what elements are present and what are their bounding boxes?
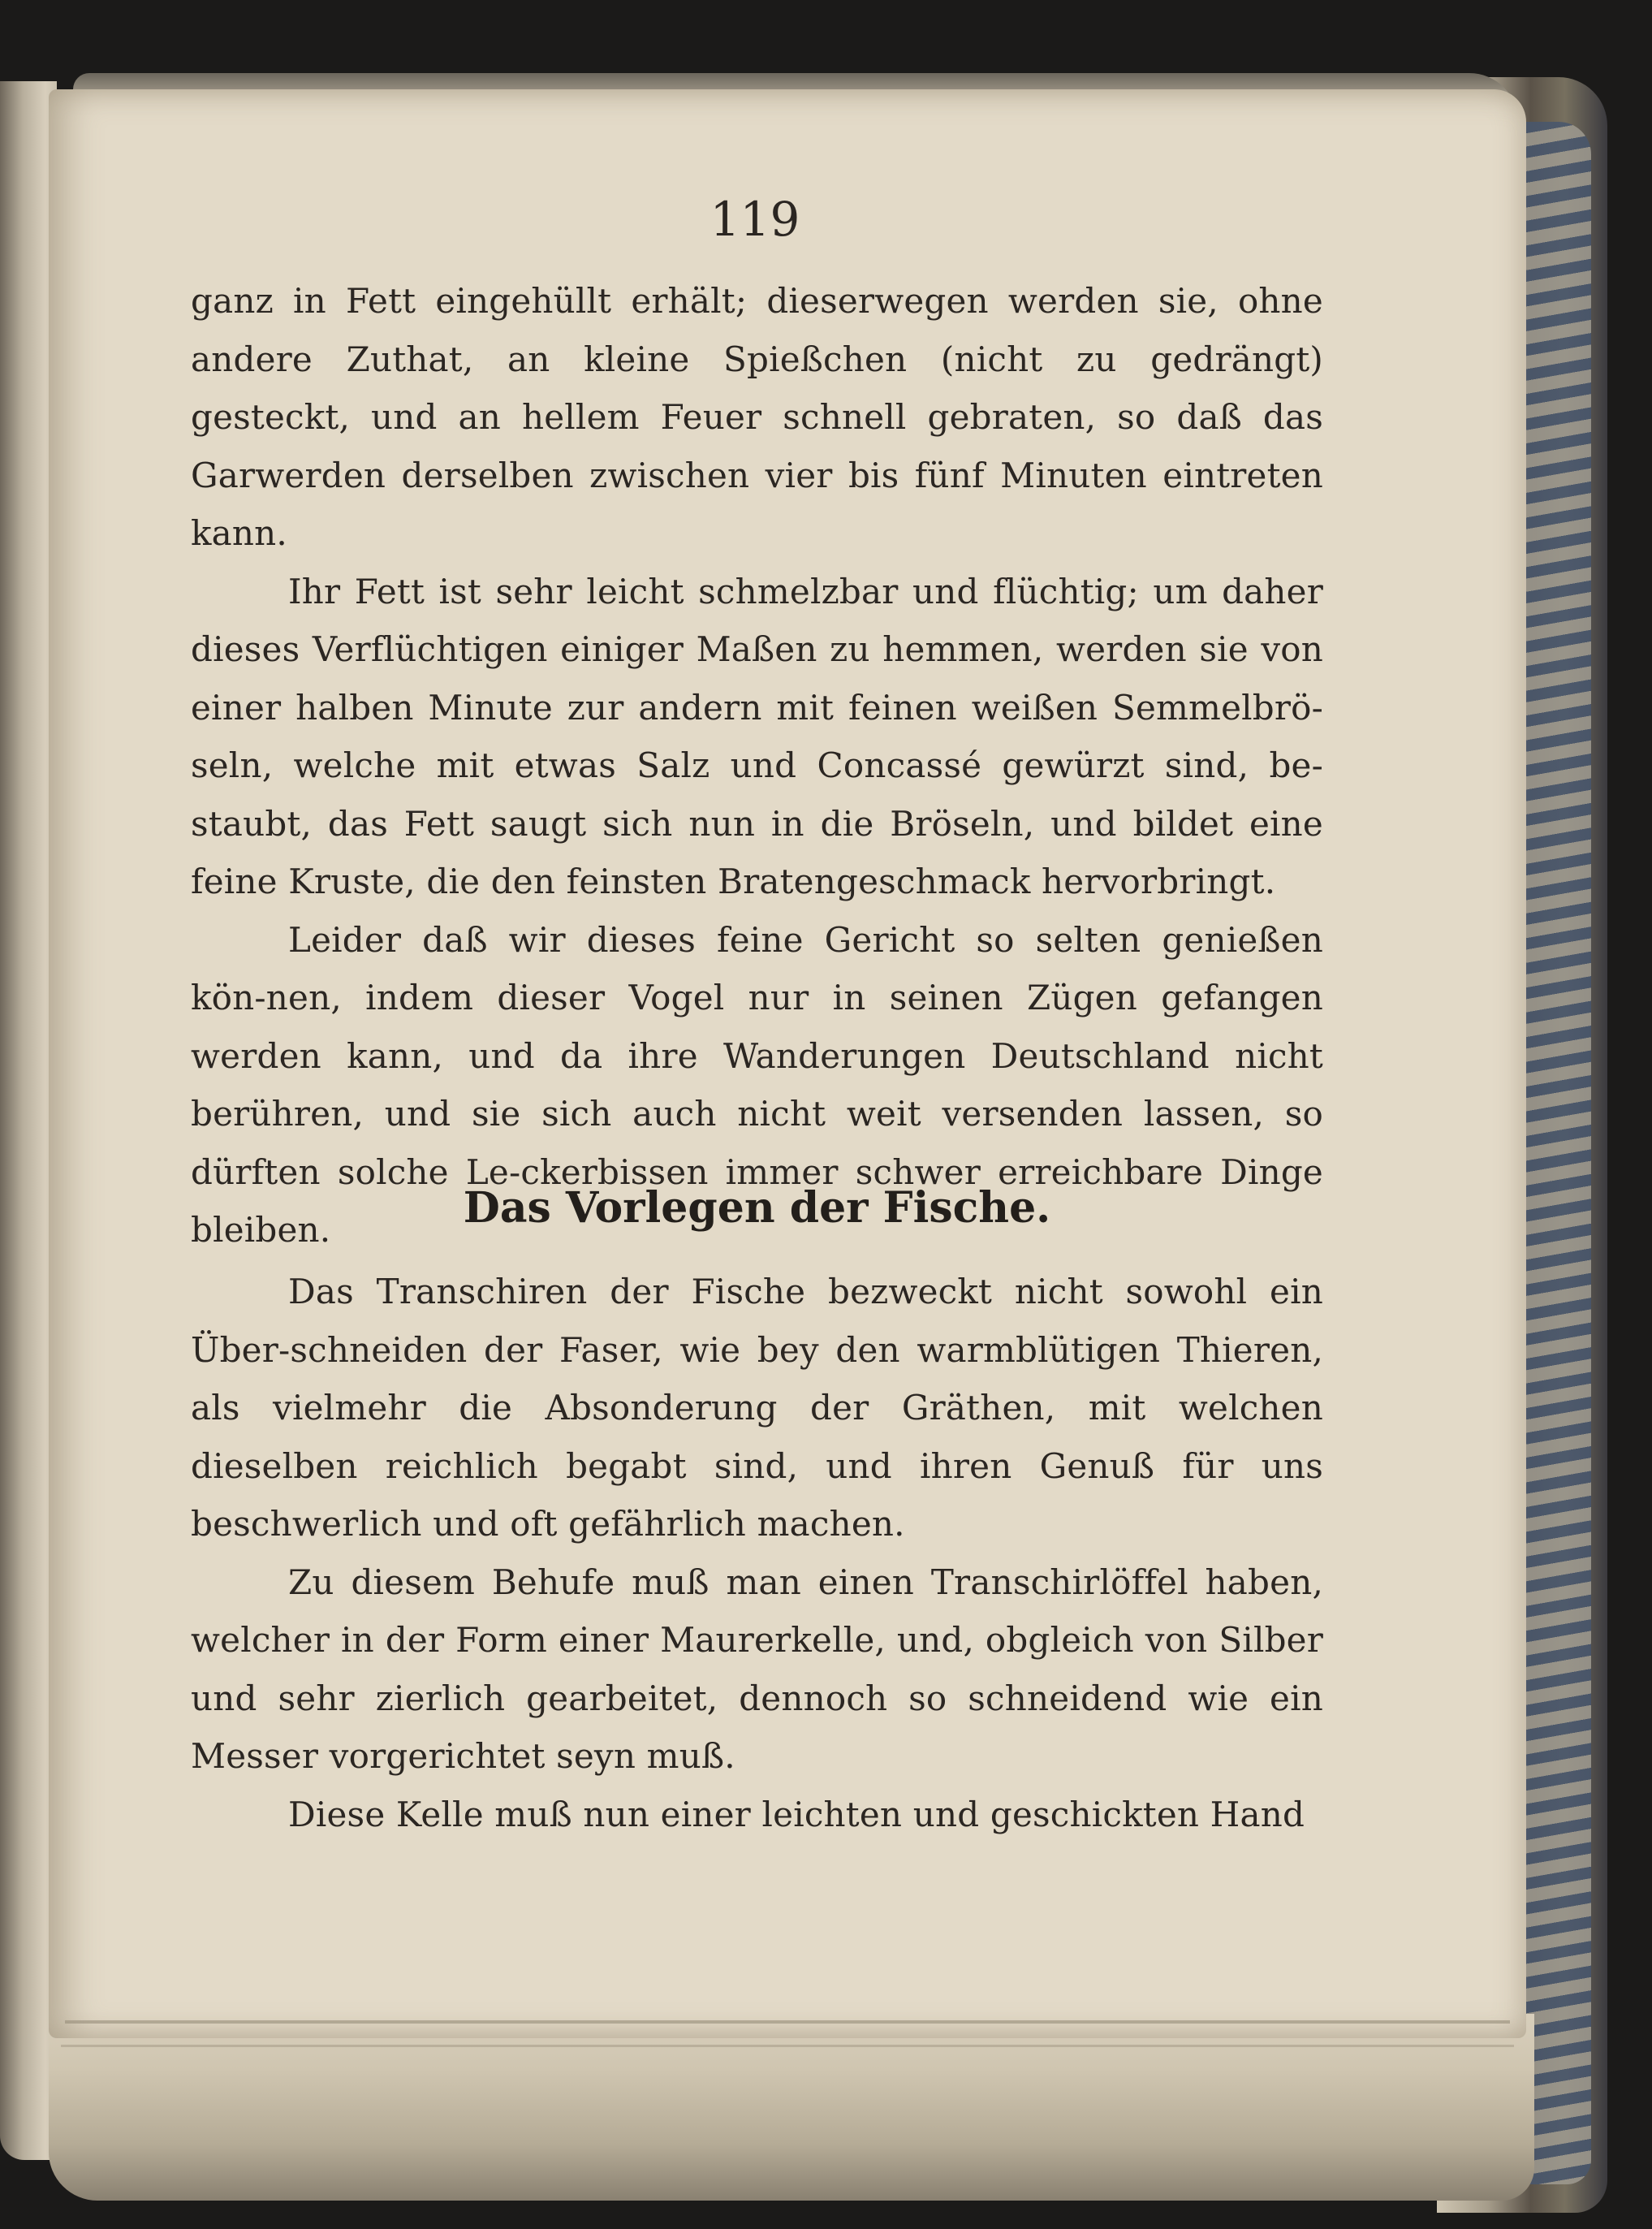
page-fold-line-lower <box>61 2045 1514 2047</box>
page-fold-line <box>65 2020 1510 2024</box>
paragraph: Diese Kelle muß nun einer leichten und geschickten Hand <box>288 1794 1305 1834</box>
paragraph: Das Transchiren der Fische bezweckt nicht sowohl ein Über-schneiden der Faser, wie bey den warmblütigen Thieren, als vielmehr die Absonderung der Gräthen, mit welchen dieselben reichlich begabt sind, und ihren Genuß für uns beschwerlich und oft gefährlich machen. <box>191 1272 1323 1544</box>
section-heading: Das Vorlegen der Fische. <box>463 1183 1051 1233</box>
paragraph: ganz in Fett eingehüllt erhält; dieserwegen werden sie, ohne andere Zuthat, an kleine Spießchen (nicht zu gedrängt) gesteckt, und an hellem Feuer schnell gebraten, so daß das Garwerden derselben zwischen vier bis fünf Minuten eintreten kann. <box>191 281 1323 553</box>
bottom-page-leaves <box>49 2014 1534 2201</box>
paragraph: Leider daß wir dieses feine Gericht so selten genießen kön-nen, indem dieser Vogel nur in seinen Zügen gefangen werden kann, und da ihre Wanderungen Deutschland nicht berühren, und sie sich auch nicht weit versenden lassen, so dürften solche Le-ckerbissen immer schwer erreichbare Dinge bleiben. <box>191 919 1323 1250</box>
marbled-cover-edge <box>1526 122 1591 2184</box>
text-block-top <box>191 272 1323 1259</box>
paragraph: Ihr Fett ist sehr leicht schmelzbar und flüchtig; um daher dieses Verflüchtigen einiger Maßen zu hemmen, werden sie von einer halben Minute zur andern mit feinen weißen Semmelbrö-seln, welche mit etwas Salz und Concassé gewürzt sind, be-staubt, das Fett saugt sich nun in die Bröseln, und bildet eine feine Kruste, die den feinsten Bratengeschmack hervorbringt. <box>191 571 1323 901</box>
paragraph: Zu diesem Behufe muß man einen Transchirlöffel haben, welcher in der Form einer Maurerkelle, und, obgleich von Silber und sehr zierlich gearbeitet, dennoch so schneidend wie ein Messer vorgerichtet seyn muß. <box>191 1562 1323 1776</box>
page-number: 119 <box>710 192 800 247</box>
text-block-bottom <box>191 1263 1323 1843</box>
